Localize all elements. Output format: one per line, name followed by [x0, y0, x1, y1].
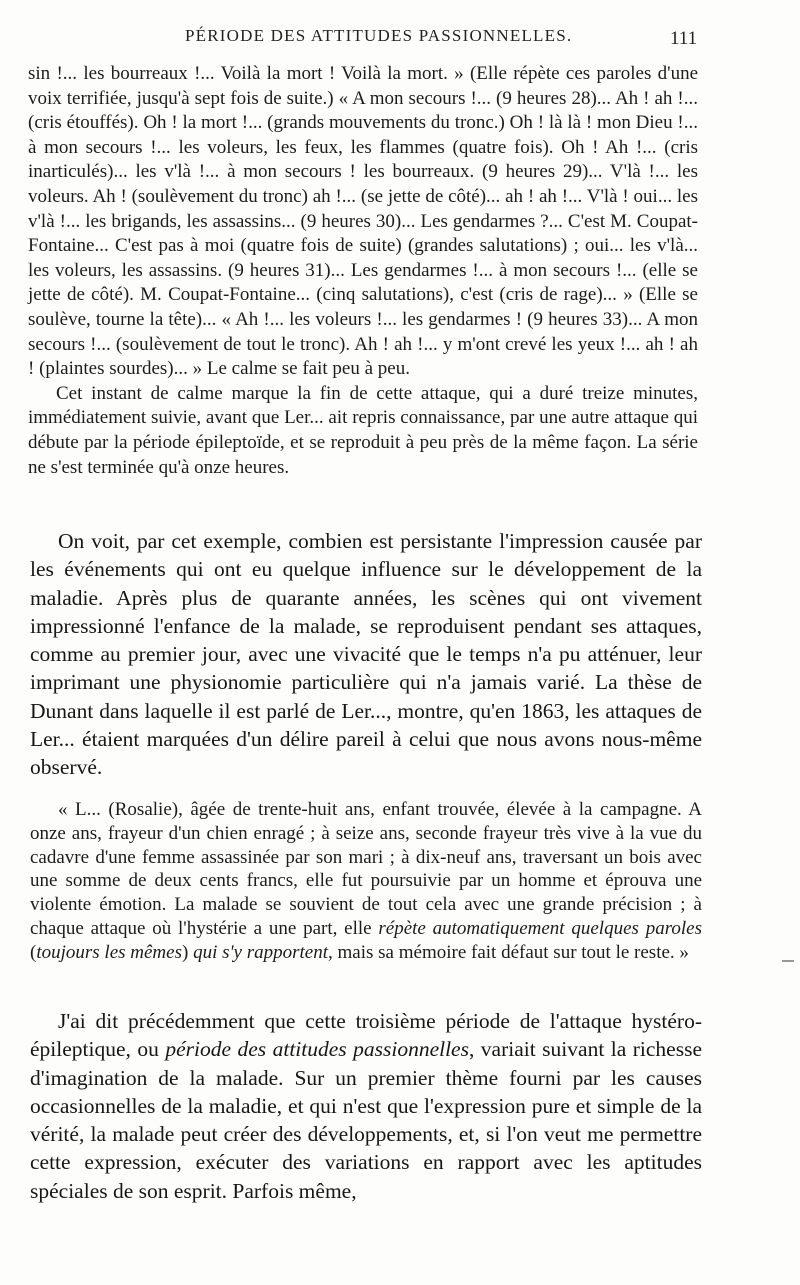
quote-text: « L... (Rosalie), âgée de trente-huit ans, enfant trouvée, élevée à la campagne. A onze ans, frayeur d'un chien enragé ; à seize ans, seconde frayeur très vive à la vue du cadavre d'une femme assassinée par son mari ; à dix-neuf ans, traversant un bois avec une somme de deux cents francs, elle fut poursuivie par un homme et éprouva une violente émotion. La malade se souvient de tout cela avec une grande précision ; à chaque attaque où l'hystérie a une part, elle — [30, 799, 702, 939]
running-head — [0, 26, 800, 50]
closing-section — [30, 1007, 702, 1205]
running-title: PÉRIODE DES ATTITUDES PASSIONNELLES. — [185, 26, 573, 45]
page-number: 111 — [670, 28, 698, 49]
attack-note-paragraph: Cet instant de calme marque la fin de cette attaque, qui a duré treize minutes, immédiatement suivie, avant que Ler... ait repris connaissance, par une autre attaque qui débute par la période épileptoïde, et se reproduit à peu près de la même façon. La série ne s'est terminée qu'à onze heures. — [28, 382, 698, 478]
quote-text: ( — [30, 941, 37, 963]
quotation-paragraph — [30, 798, 702, 965]
paragraph-text: J'ai dit précédemment que cette troisième période de l'attaque hystéro-épileptique, ou — [30, 1009, 702, 1062]
quote-text: ) — [181, 941, 194, 963]
transcript-paragraph: sin !... les bourreaux !... Voilà la mort ! Voilà la mort. » (Elle répète ces paroles d'une voix terrifiée, jusqu'à sept fois de suite.) « A mon secours !... (9 heures 28)... Ah ! ah !... (cris étouffés). Oh ! la mort !... (grands mouvements du tronc.) Oh ! là là ! mon Dieu !... à mon secours !... les voleurs, les feux, les flammes (quatre fois). Oh ! Ah !... (cris inarticulés)... les v'là !... à mon secours ! les bourreaux. (9 heures 29)... V'là !... les voleurs. Ah ! (soulèvement du tronc) ah !... (se jette de côté)... ah ! ah !... V'là ! oui... les v'là !... les brigands, les assassins... (9 heures 30)... Les gendarmes ?... C'est M. Coupat-Fontaine... C'est pas à moi (quatre fois de suite) (grandes salutations) ; oui... les v'là... les voleurs, les assassins. (9 heures 31)... Les gendarmes !... à mon secours !... (elle se jette de côté). M. Coupat-Fontaine... (cinq salutations), c'est (cris de rage)... » (Elle se soulève, tourne la tête)... « Ah !... les voleurs !... les gendarmes ! (9 heures 33)... A mon secours !... (soulèvement de tout le tronc). Ah ! ah !... y m'ont crevé les yeux !... ah ! ah ! (plaintes sourdes)... » Le calme se fait peu à peu. — [28, 63, 698, 380]
quote-emphasis: qui s'y rapportent — [193, 941, 329, 963]
body-paragraph — [30, 1007, 702, 1205]
margin-mark — [782, 960, 794, 962]
dunant-quotation — [30, 798, 702, 965]
quote-text: , mais sa mémoire fait défaut sur tout le reste. » — [328, 941, 689, 963]
paragraph-text: , variait suivant la richesse d'imagination de la malade. Sur un premier thème fourni par les causes occasionnelles de la maladie, et qui n'est que l'expression pure et simple de la vérité, la malade peut créer des développements, et, si l'on veut me permettre cette expression, exécuter des variations en rapport avec les aptitudes spéciales de son esprit. Parfois même, — [30, 1037, 702, 1203]
body-paragraph: On voit, par cet exemple, combien est persistante l'impression causée par les événements qui ont eu quelque influence sur le développement de la maladie. Après plus de quarante années, les scènes qui ont vivement impressionné l'enfance de la malade, se reproduisent pendant ses attaques, comme au premier jour, avec une vivacité que le temps n'a pu atténuer, leur imprimant une physionomie particulière qui n'a jamais varié. La thèse de Dunant dans laquelle il est parlé de Ler..., montre, qu'en 1863, les attaques de Ler... étaient marquées d'un délire pareil à celui que nous avons nous-même observé. — [30, 529, 702, 780]
commentary-section — [30, 527, 702, 782]
quote-emphasis: répète automatiquement quelques paroles — [378, 917, 702, 939]
quote-emphasis: toujours les mêmes — [36, 941, 182, 963]
paragraph-emphasis: période des attitudes passionnelles — [165, 1037, 469, 1062]
observation-transcript — [28, 62, 698, 480]
